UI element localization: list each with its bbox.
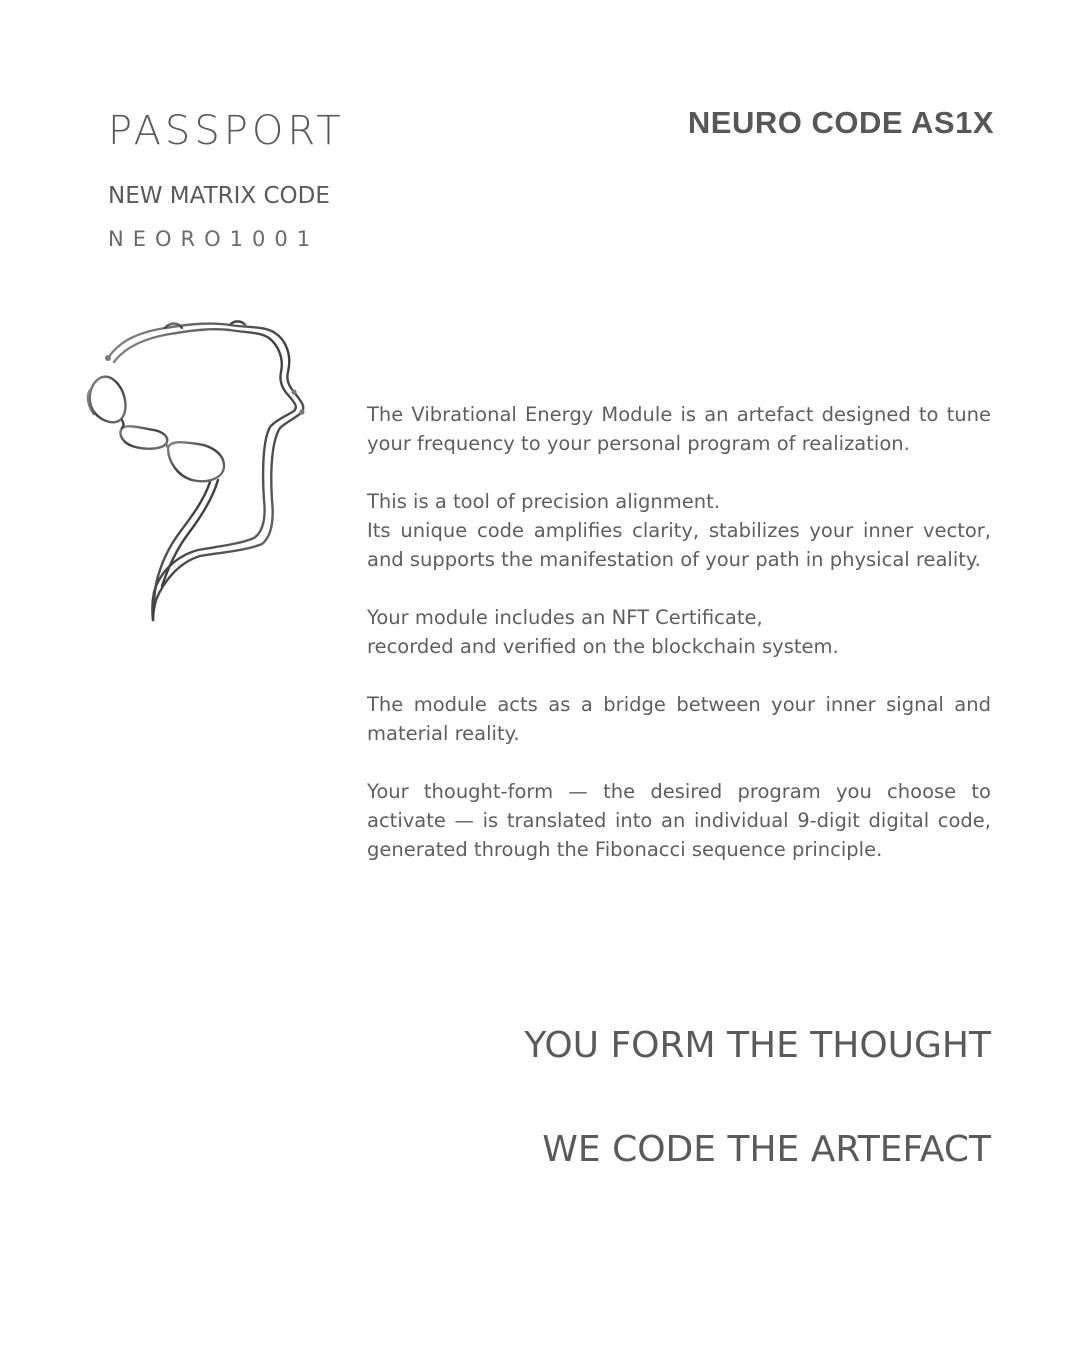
- matrix-code-label: NEW MATRIX CODE: [108, 183, 330, 209]
- nft-line-1: Your module includes an NFT Certificate,: [367, 606, 763, 629]
- paragraph-alignment: [367, 487, 991, 574]
- artefact-line-drawing: [60, 300, 340, 640]
- description-text: [367, 400, 991, 864]
- paragraph-intro: The Vibrational Energy Module is an artefact designed to tune your frequency to your personal program of realization.: [367, 403, 991, 455]
- alignment-detail: Its unique code amplifies clarity, stabilizes your inner vector, and supports the manifestation of your path in physical reality.: [367, 519, 991, 571]
- alignment-heading: This is a tool of precision alignment.: [367, 490, 720, 513]
- slogan-code-artefact: WE CODE THE ARTEFACT: [542, 1129, 991, 1170]
- paragraph-thought-form: Your thought-form — the desired program you choose to activate — is translated into an individual 9-digit digital code, generated through the Fibonacci sequence principle.: [367, 780, 991, 861]
- page-title: PASSPORT: [108, 108, 345, 154]
- paragraph-bridge: The module acts as a bridge between your inner signal and material reality.: [367, 693, 991, 745]
- slogan-form-thought: YOU FORM THE THOUGHT: [524, 1025, 991, 1066]
- neuro-code-label: NEURO CODE AS1X: [687, 105, 994, 140]
- nft-line-2: recorded and verified on the blockchain system.: [367, 635, 839, 658]
- paragraph-nft: [367, 603, 991, 661]
- matrix-code-value: NEORO1001: [108, 227, 320, 251]
